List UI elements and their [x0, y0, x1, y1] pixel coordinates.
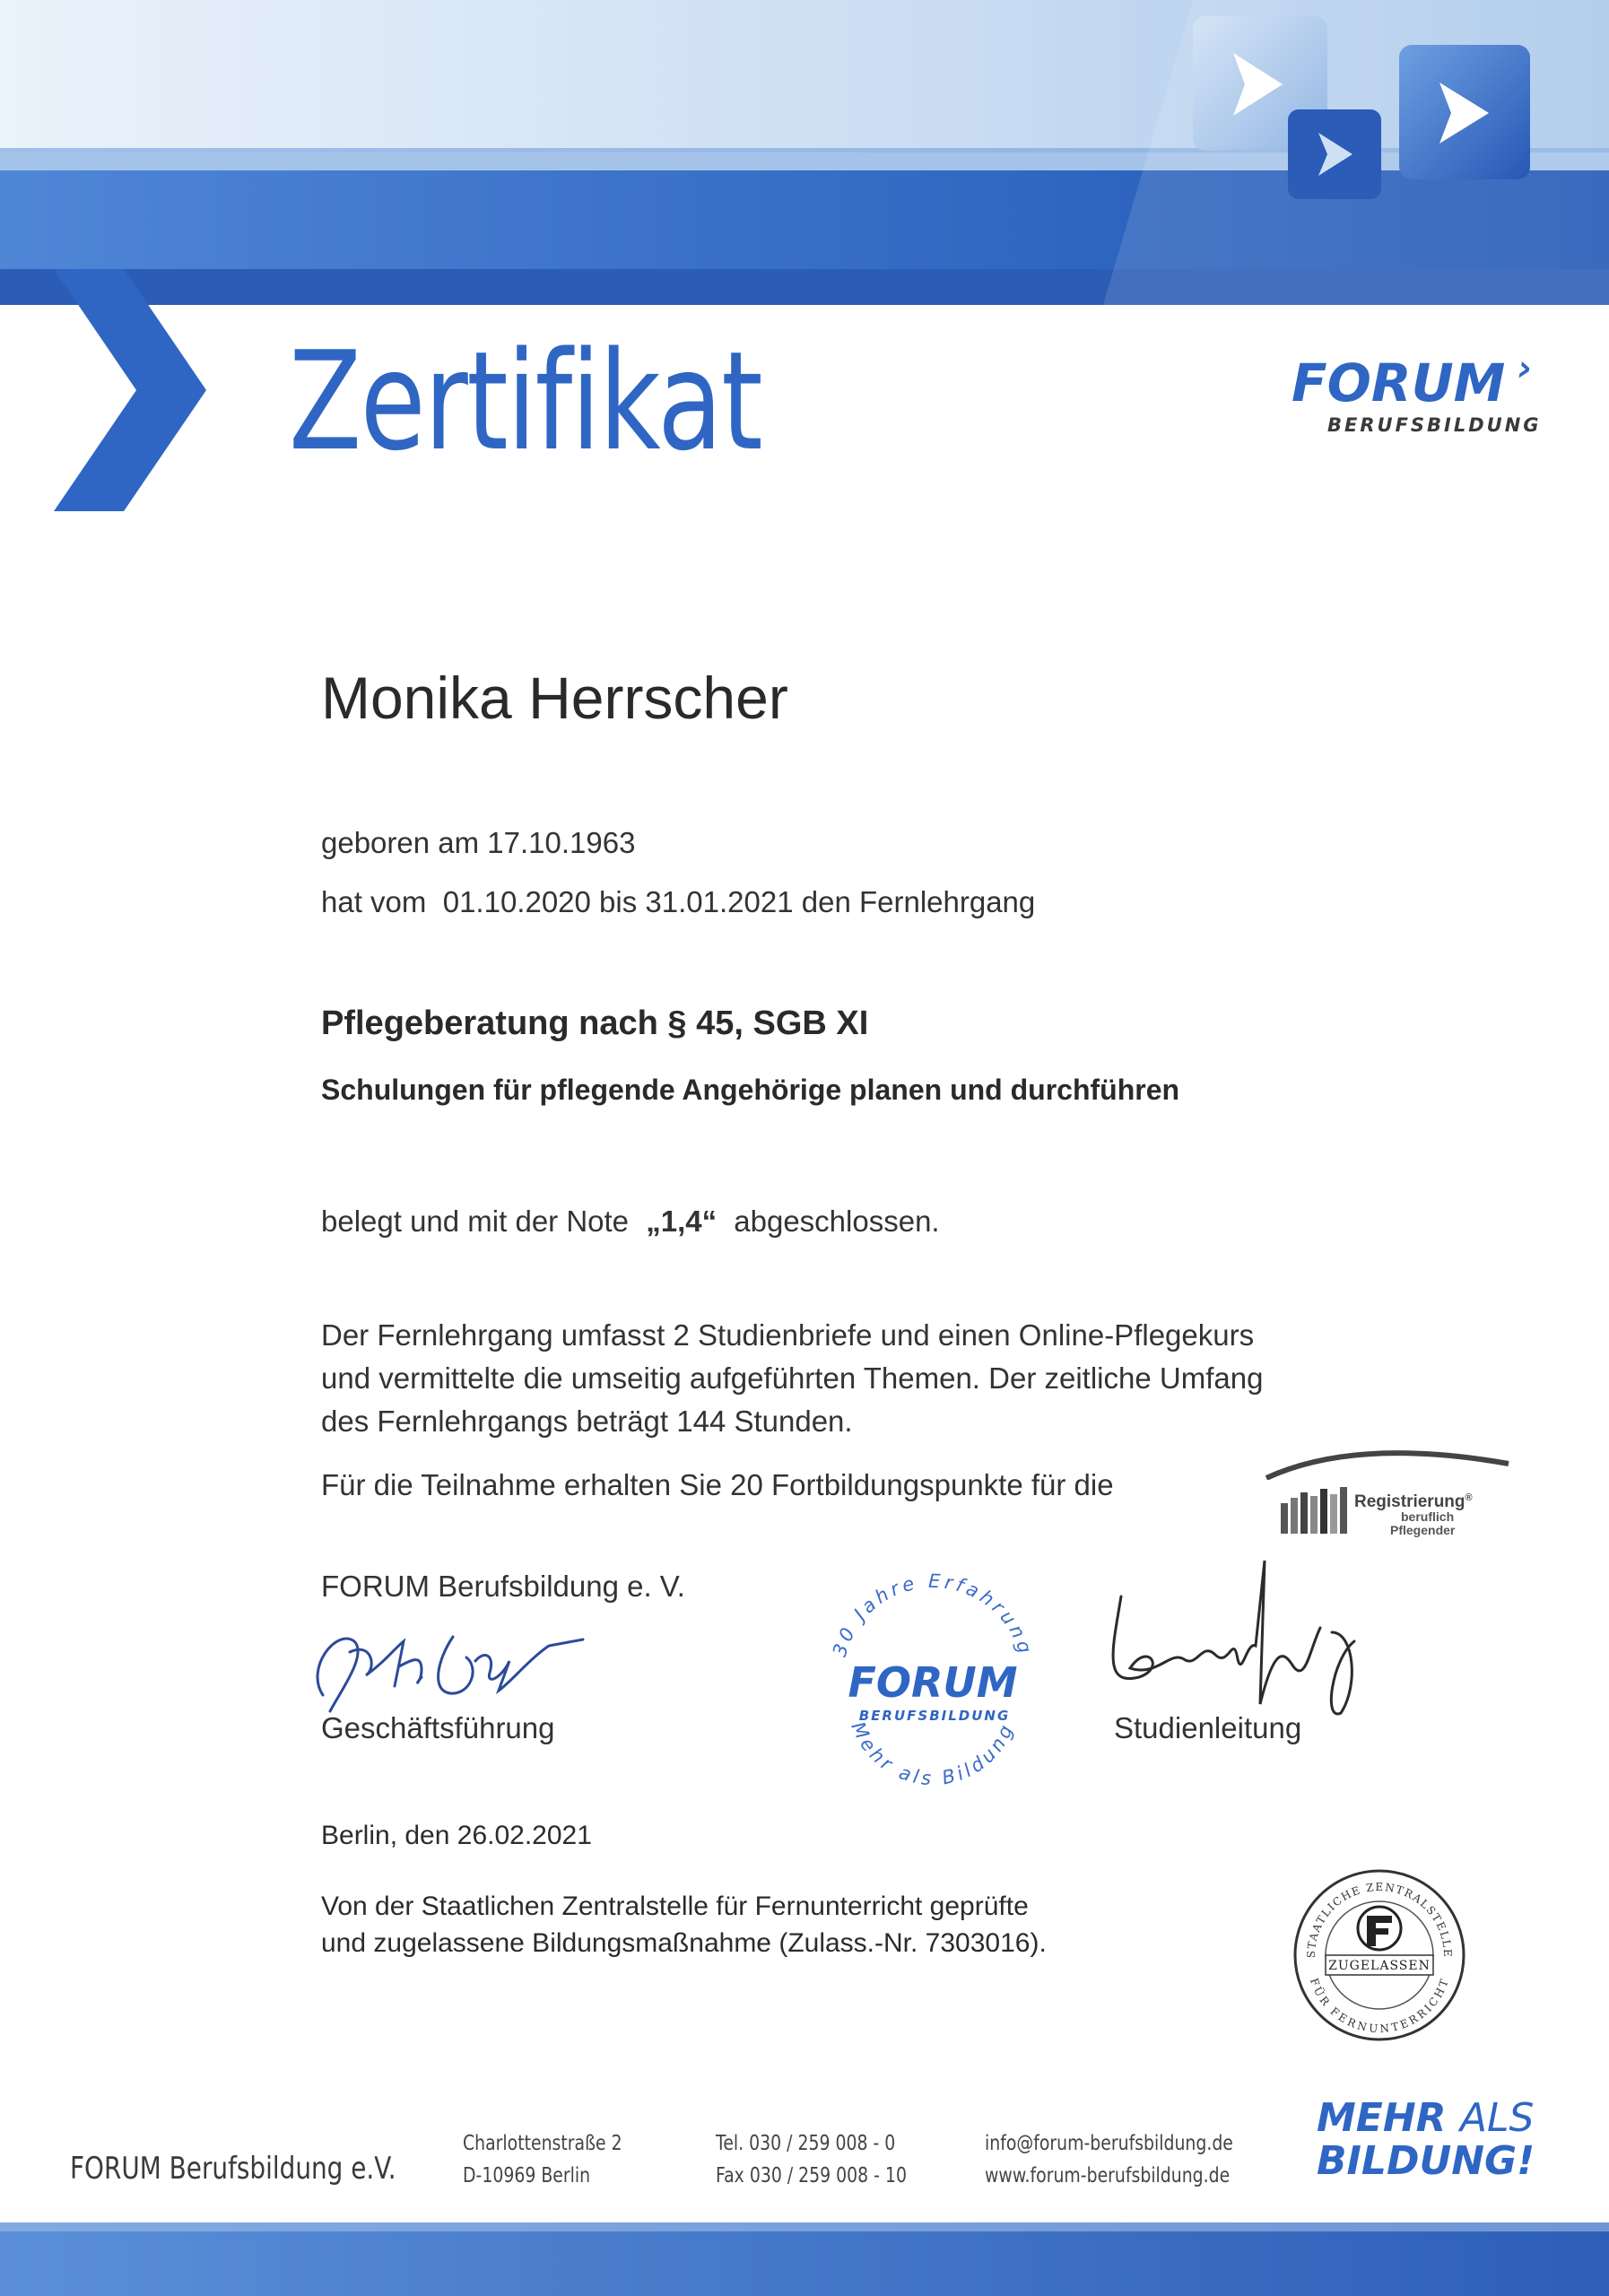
registration-reg: ®	[1465, 1492, 1473, 1503]
organization-name: FORUM Berufsbildung e. V.	[321, 1570, 685, 1603]
slogan-word: ALS	[1459, 2095, 1535, 2141]
approval-line: und zugelassene Bildungsmaßnahme (Zulass.-Nr. 7303016).	[321, 1928, 1047, 1959]
seal-arc-bottom: FÜR FERNUNTERRICHT	[1307, 1976, 1452, 2036]
birth-date-line: geboren am 17.10.1963	[321, 826, 636, 859]
slogan-word: MEHR	[1317, 2095, 1447, 2141]
swoosh-icon	[1248, 1444, 1518, 1480]
svg-text:FÜR FERNUNTERRICHT	[1308, 1977, 1451, 2035]
grade-prefix: belegt und mit der Note	[321, 1205, 630, 1238]
chevron-small-icon: ›	[1518, 348, 1533, 389]
role-study-lead: Studienleitung	[1114, 1711, 1302, 1744]
course-description	[321, 1314, 1451, 1443]
footer-organization: FORUM Berufsbildung e.V.	[70, 2151, 396, 2187]
fax-line: Fax 030 / 259 008 - 10	[716, 2163, 907, 2187]
anniversary-stamp	[807, 1543, 1058, 1812]
address-line: D-10969 Berlin	[463, 2163, 591, 2187]
address-line: Charlottenstraße 2	[463, 2132, 622, 2155]
place-date: Berlin, den 26.02.2021	[321, 1821, 592, 1850]
zfu-seal	[1290, 1866, 1469, 2045]
zfu-f-icon	[1367, 1916, 1392, 1946]
phone-line: Tel. 030 / 259 008 - 0	[716, 2132, 896, 2155]
footer-band	[0, 2222, 1609, 2296]
course-title: Pflegeberatung nach § 45, SGB XI	[321, 1004, 869, 1042]
grade-line	[321, 1200, 940, 1243]
chevron-squares-graphic	[1184, 13, 1534, 201]
logo-sub: BERUFSBILDUNG	[1327, 414, 1542, 436]
grade-suffix: abgeschlossen.	[734, 1205, 940, 1238]
registration-line2: Pflegender	[1390, 1522, 1456, 1537]
svg-text:Mehr als Bildung	[847, 1718, 1018, 1789]
approval-line: Von der Staatlichen Zentralstelle für Fernunterricht geprüfte	[321, 1892, 1029, 1921]
footer-phone	[716, 2128, 907, 2192]
certificate-title: Zertifikat	[289, 322, 762, 481]
description-line: und vermittelte die umseitig aufgeführten Themen. Der zeitliche Umfang	[321, 1361, 1264, 1395]
description-line: des Fernlehrgangs beträgt 144 Stunden.	[321, 1404, 853, 1438]
stamp-word: FORUM	[848, 1658, 1018, 1707]
course-period-line: hat vom 01.10.2020 bis 31.01.2021 den Fernlehrgang	[321, 885, 1036, 918]
svg-text:30 Jahre Erfahrung	[829, 1570, 1037, 1659]
slogan	[1317, 2097, 1535, 2184]
approval-text	[321, 1888, 1047, 1962]
registration-line1: beruflich	[1401, 1509, 1455, 1524]
registration-logo	[1248, 1444, 1518, 1543]
signature-left	[287, 1605, 592, 1722]
recipient-name: Monika Herrscher	[321, 665, 788, 731]
grade-value: „1,4“	[646, 1205, 718, 1238]
forum-logo	[1292, 348, 1561, 436]
website-line: www.forum-berufsbildung.de	[985, 2163, 1231, 2187]
course-subtitle: Schulungen für pflegende Angehörige planen und durchführen	[321, 1074, 1180, 1106]
seal-arc-top: STAATLICHE ZENTRALSTELLE	[1304, 1880, 1455, 1959]
bars-icon	[1281, 1483, 1356, 1534]
description-line: Der Fernlehrgang umfasst 2 Studienbriefe und einen Online-Pflegekurs	[321, 1318, 1255, 1352]
registration-title: Registrierung	[1354, 1492, 1465, 1511]
slogan-word: BILDUNG!	[1317, 2138, 1535, 2185]
footer-web	[985, 2128, 1233, 2192]
logo-word: FORUM	[1292, 352, 1506, 413]
stamp-arc-bottom: Mehr als Bildung	[847, 1718, 1019, 1790]
chevron-arrow-icon	[54, 269, 215, 511]
footer-address	[463, 2128, 622, 2192]
stamp-arc-top: 30 Jahre Erfahrung	[828, 1570, 1038, 1659]
stamp-sub: BERUFSBILDUNG	[858, 1708, 1011, 1724]
seal-band: ZUGELASSEN	[1328, 1959, 1431, 1973]
points-line: Für die Teilnahme erhalten Sie 20 Fortbildungspunkte für die	[321, 1468, 1114, 1501]
email-line: info@forum-berufsbildung.de	[985, 2132, 1233, 2155]
role-management: Geschäftsführung	[321, 1711, 555, 1744]
